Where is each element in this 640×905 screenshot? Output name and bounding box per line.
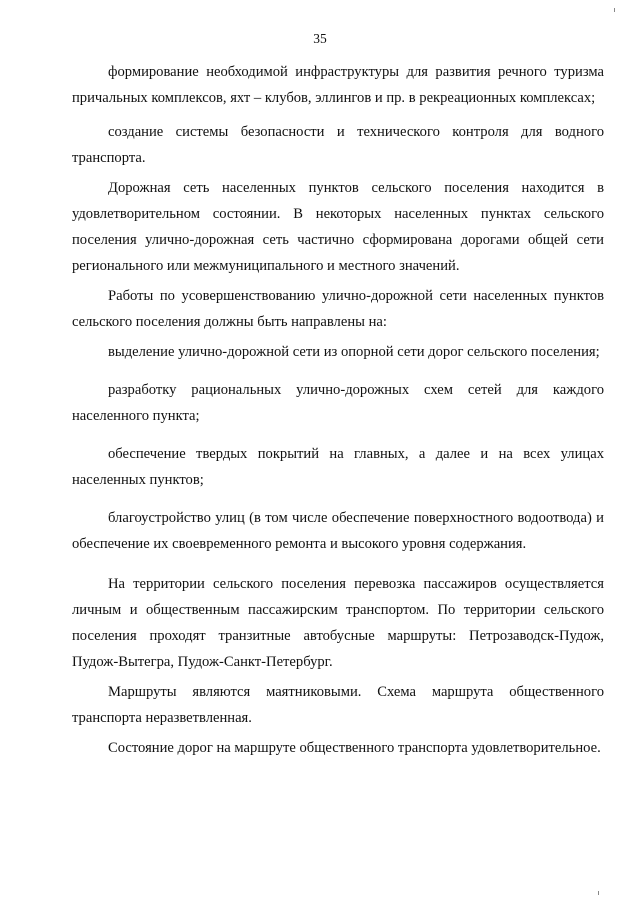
paragraph-road-condition: Состояние дорог на маршруте общественного транспорта удовлетворительное.	[108, 740, 601, 756]
scan-mark	[614, 8, 615, 12]
paragraph-list-item-2: разработку рациональных улично-дорожных схем сетей для каждого населенного пункта;	[72, 382, 604, 424]
paragraph-water-transport-safety: создание системы безопасности и технического контроля для водного транспорта.	[72, 124, 604, 166]
scan-mark	[598, 891, 599, 895]
paragraph-list-item-4: благоустройство улиц (в том числе обеспечение поверхностного водоотвода) и обеспечение их своевременного ремонта и высокого уровня содержания.	[72, 510, 604, 552]
paragraph-passenger-transport: На территории сельского поселения перевозка пассажиров осуществляется личным и общественным пассажирским транспортом. По территории сельского поселения проходят транзитные автобусные маршруты: Петрозаводск-Пудож, Пудож-Вытегра, Пудож-Санкт-Петербург.	[72, 576, 604, 670]
page-number: 35	[313, 31, 327, 46]
paragraph-road-network-state: Дорожная сеть населенных пунктов сельского поселения находится в удовлетворительном состоянии. В некоторых населенных пунктах сельского поселения улично-дорожная сеть частично сформирована дорогами общей сети регионального или межмуниципального и местного значений.	[72, 180, 604, 274]
paragraph-list-item-3: обеспечение твердых покрытий на главных, а далее и на всех улицах населенных пунктов;	[72, 446, 604, 488]
paragraph-improvement-works: Работы по усовершенствованию улично-дорожной сети населенных пунктов сельского поселения должны быть направлены на:	[72, 288, 604, 330]
paragraph-list-item-1: выделение улично-дорожной сети из опорной сети дорог сельского поселения;	[108, 344, 600, 360]
paragraph-tourism-infrastructure: формирование необходимой инфраструктуры для развития речного туризма причальных комплексов, яхт – клубов, эллингов и пр. в рекреационных комплексах;	[72, 64, 604, 106]
paragraph-routes-pendulum: Маршруты являются маятниковыми. Схема маршрута общественного транспорта неразветвленная.	[72, 684, 604, 726]
page-body	[72, 59, 604, 761]
